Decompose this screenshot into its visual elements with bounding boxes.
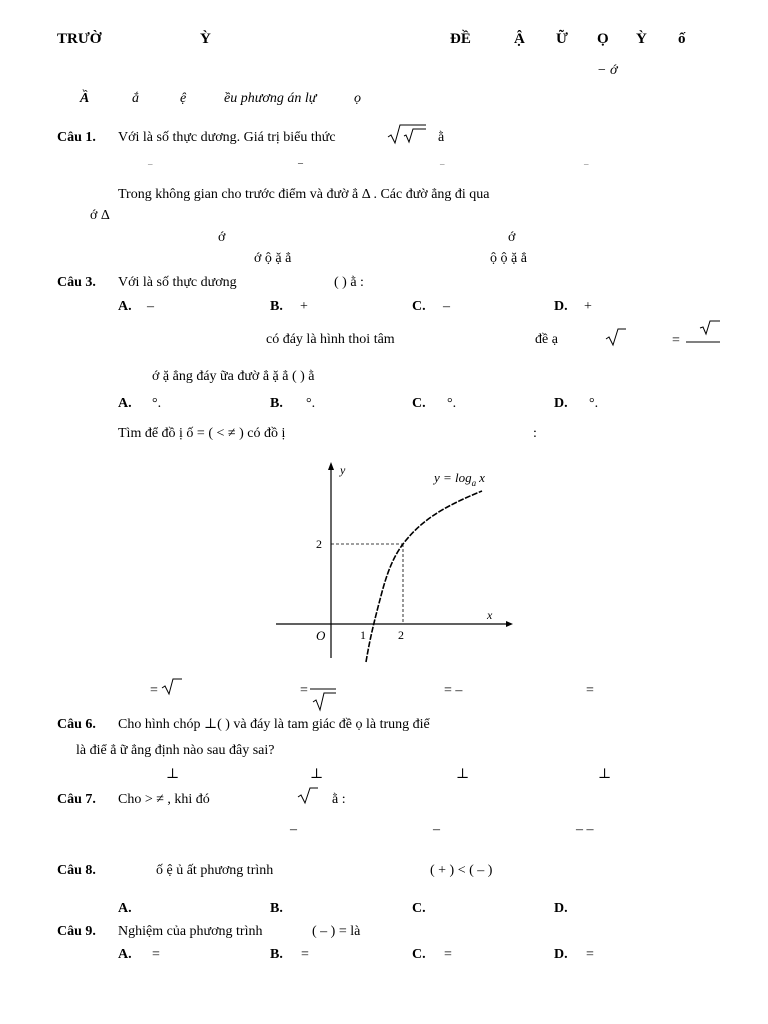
header-g5: ố — [678, 31, 686, 47]
q6-text1: Cho hình chóp ⊥( ) và đáy là tam giác đề ọ là trung điể — [118, 717, 430, 732]
q7-sqrt-sign — [296, 785, 322, 807]
q9-c-label: C. — [412, 947, 426, 962]
log-graph — [270, 458, 515, 668]
q2-text2: ớ Δ — [90, 208, 110, 223]
instruction-a: Ầ — [80, 91, 90, 106]
instruction-c: ệ — [180, 91, 187, 106]
q6-opt-d: ⊥ — [598, 767, 612, 782]
q3-c-label: C. — [412, 299, 426, 314]
q2-opt-d: ộ ộ ặ ẳ — [490, 251, 527, 266]
header-de: ĐỀ — [450, 31, 471, 47]
q4-sqrt-sign — [604, 326, 628, 348]
q3-a-value: – — [147, 299, 154, 314]
function-label — [432, 470, 485, 488]
q3-paren: ( ) ằ : — [334, 275, 364, 290]
q8-a-label: A. — [118, 901, 132, 916]
q5-opt-c: = – — [444, 683, 463, 698]
q1-opt-b: – — [298, 158, 303, 169]
q7-label: Câu 7. — [57, 792, 96, 807]
q4-b-label: B. — [270, 396, 283, 411]
q4-equals: = — [672, 333, 680, 348]
y-axis-label: y — [340, 463, 346, 477]
q7-opt-c: – – — [576, 822, 594, 837]
q9-d-value: = — [586, 947, 594, 962]
q5-opt-b: = — [300, 683, 308, 698]
header-sub: − ớ — [597, 63, 618, 78]
q9-b-label: B. — [270, 947, 283, 962]
q7-opt-b: – — [433, 822, 440, 837]
instruction-d: ều phương án lự — [224, 91, 317, 106]
q4-a-value: °. — [152, 396, 162, 411]
q6-opt-a: ⊥ — [166, 767, 180, 782]
q5-text: Tìm để đồ ị ố = ( < ≠ ) có đồ ị — [118, 426, 286, 441]
q4-b-value: °. — [306, 396, 316, 411]
q4-a-label: A. — [118, 396, 132, 411]
q9-a-value: = — [152, 947, 160, 962]
q7-text: Cho > ≠ , khi đó — [118, 792, 210, 807]
q4-d-value: °. — [589, 396, 599, 411]
q3-d-value: + — [584, 299, 592, 314]
q7-tail: ằ : — [332, 792, 346, 807]
instruction-b: ắ — [132, 91, 139, 106]
header-g2: Ữ — [556, 31, 568, 47]
q4-c-value: °. — [447, 396, 457, 411]
function-label-base: a — [471, 478, 477, 488]
q8-text: ố ệ ủ ất phương trình — [156, 863, 274, 878]
q5-opt-a-sqrt — [160, 676, 184, 698]
q2-text1: Trong không gian cho trước điểm và đườ ẳ Δ . Các đườ ẳng đi qua — [118, 187, 490, 202]
q8-label: Câu 8. — [57, 863, 96, 878]
q4-fraction-sqrt — [684, 318, 724, 348]
q6-text2: là điể ẳ ữ ẳng định nào sau đây sai? — [76, 743, 275, 758]
q9-equation: ( – ) = là — [312, 924, 361, 939]
x-tick-1: 1 — [360, 628, 366, 642]
q3-label: Câu 3. — [57, 275, 96, 290]
q1-text: Với là số thực dương. Giá trị biểu thức — [118, 130, 336, 145]
y-tick-2: 2 — [316, 537, 322, 551]
header-g3: Ọ — [597, 31, 609, 47]
header-g1: Ậ — [514, 31, 525, 47]
q4-text1b: đề ạ — [535, 332, 558, 347]
q9-a-label: A. — [118, 947, 132, 962]
x-axis-label: x — [487, 608, 493, 622]
q5-opt-a: = — [150, 683, 158, 698]
q9-d-label: D. — [554, 947, 568, 962]
q5-opt-d: = — [586, 683, 594, 698]
q5-colon: : — [533, 426, 537, 441]
q5-opt-b-fraction — [308, 686, 338, 714]
q3-b-value: + — [300, 299, 308, 314]
q2-opt-a: ớ — [218, 230, 226, 245]
q9-b-value: = — [301, 947, 309, 962]
function-label-var: x — [479, 470, 485, 485]
q8-c-label: C. — [412, 901, 426, 916]
q4-d-label: D. — [554, 396, 568, 411]
q2-opt-c: ớ ộ ặ ẳ — [254, 251, 292, 266]
q1-opt-c: – — [440, 159, 445, 169]
q8-b-label: B. — [270, 901, 283, 916]
q3-a-label: A. — [118, 299, 132, 314]
header-g4: Ỳ — [636, 31, 647, 47]
q3-text: Với là số thực dương — [118, 275, 237, 290]
q4-c-label: C. — [412, 396, 426, 411]
q2-opt-b: ớ — [508, 230, 516, 245]
x-tick-2: 2 — [398, 628, 404, 642]
q9-text: Nghiệm của phương trình — [118, 924, 263, 939]
log-curve — [366, 491, 482, 662]
origin-label: O — [316, 628, 326, 643]
q9-c-value: = — [444, 947, 452, 962]
q1-label: Câu 1. — [57, 130, 96, 145]
y-axis-arrow — [328, 462, 334, 470]
q4-text2: ớ ặ ẳng đáy ữa đườ ẳ ặ ẳ ( ) ằ — [152, 369, 315, 384]
header-school: TRƯỜ — [57, 31, 102, 47]
function-label-main: y = log — [434, 470, 472, 485]
q8-d-label: D. — [554, 901, 568, 916]
q1-opt-d: – — [584, 159, 589, 169]
q7-opt-a: – — [290, 822, 297, 837]
q6-opt-c: ⊥ — [456, 767, 470, 782]
q3-d-label: D. — [554, 299, 568, 314]
q6-label: Câu 6. — [57, 717, 96, 732]
q1-opt-a: – — [148, 159, 153, 169]
header-mid: Ỳ — [200, 31, 211, 47]
q1-tail: ằ — [438, 130, 445, 145]
q9-label: Câu 9. — [57, 924, 96, 939]
q1-sqrt-expression — [386, 122, 428, 146]
q6-opt-b: ⊥ — [310, 767, 324, 782]
q4-text1: có đáy là hình thoi tâm — [266, 332, 395, 347]
q8-inequality: ( + ) < ( – ) — [430, 863, 493, 878]
instruction-e: ọ — [354, 91, 361, 106]
q3-c-value: – — [443, 299, 450, 314]
q3-b-label: B. — [270, 299, 283, 314]
x-axis-arrow — [506, 621, 513, 627]
